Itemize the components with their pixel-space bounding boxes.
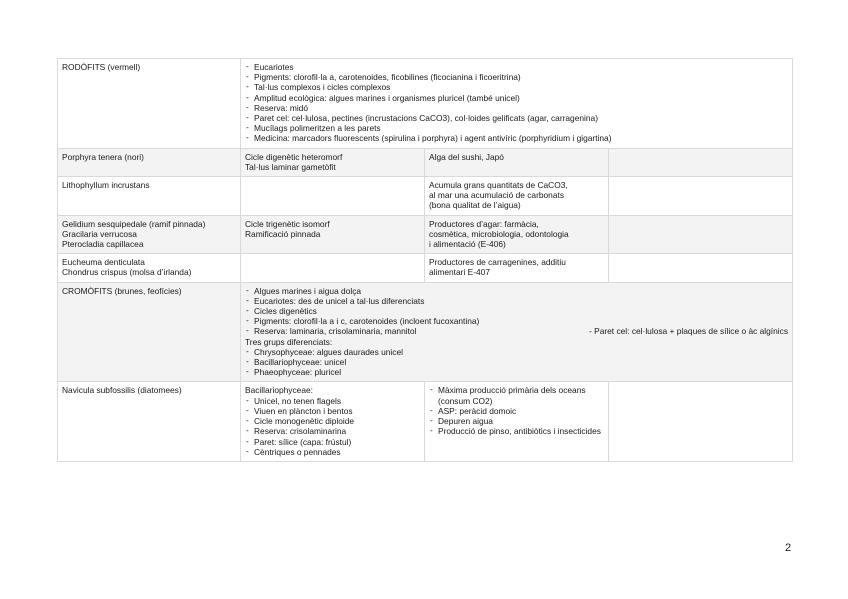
group-title: Bacillariophyceae: (245, 385, 313, 396)
empty-cell (609, 254, 793, 282)
list-item: - Cicles digenètics (245, 306, 788, 316)
group-description-cell (241, 282, 793, 382)
life-cycle-cell (241, 148, 425, 176)
group-name-cell (58, 59, 241, 149)
empty-cell (241, 177, 425, 216)
table-row-lithophyllum (58, 177, 793, 216)
list-item: - Pigments: clorofil·la a, carotenoides, ficobilines (ficocianina i ficoeritrina) (245, 72, 788, 82)
empty-cell (609, 177, 793, 216)
group-description-cell (241, 59, 793, 149)
empty-cell (609, 382, 793, 461)
list-item (245, 326, 788, 336)
groups-title: Tres grups diferenciats: (245, 336, 333, 347)
wall-text: - Paret cel: cel·lulosa + plaques de sílice o àc algínics (589, 326, 789, 337)
empty-cell (609, 148, 793, 176)
species-name: Lithophyllum incrustans (62, 180, 150, 191)
list-item: - Reserva: midó (245, 103, 788, 113)
text-line: Ramificació pinnada (245, 228, 321, 239)
list-item: - Unicel, no tenen flagels (245, 396, 420, 406)
list-item: - Mucílags polimeritzen a les parets (245, 123, 788, 133)
list-item: - Eucariotes (245, 62, 788, 72)
list-item: - Reserva: crisolaminarina (245, 426, 420, 436)
list-item: - Amplitud ecològica: algues marines i organismes pluricel (també unicel) (245, 93, 788, 103)
group-name: CROMÒFITS (brunes, feofícies) (62, 285, 182, 296)
table-row-gelidium (58, 215, 793, 254)
text-line: (bona qualitat de l’aigua) (429, 200, 521, 211)
species-name-cell (58, 177, 241, 216)
navicula-uses-list (429, 385, 604, 436)
table-row-navicula (58, 382, 793, 461)
list-item: - ASP: peràcid domoic (429, 406, 604, 416)
text-line: Productores de carragenines, additiu (429, 257, 566, 268)
text-line: Alga del sushi, Japó (429, 151, 504, 162)
list-item: - Depuren aigua (429, 416, 604, 426)
species-name: Chondrus crispus (molsa d’irlanda) (62, 267, 192, 278)
list-item: - Viuen en plàncton i bentos (245, 406, 420, 416)
use-cell (425, 254, 609, 282)
species-name: Pterocladia capillacea (62, 239, 144, 250)
list-item: - Medicina: marcadors fluorescents (spirulina i porphyra) i agent antivíric (porphyridium i gigartina) (245, 133, 788, 143)
table-row-eucheuma (58, 254, 793, 282)
species-name: Navicula subfossilis (diatomees) (62, 385, 182, 396)
text-line: Tal·lus laminar gametòfit (245, 161, 336, 172)
group-name-cell (58, 282, 241, 382)
species-name-cell (58, 215, 241, 254)
use-cell (425, 177, 609, 216)
species-name: Gelidium sesquipedale (ramif pinnada) (62, 218, 206, 229)
cromofits-groups-list (245, 347, 788, 378)
empty-cell (609, 215, 793, 254)
list-item: - Bacillariophyceae: unicel (245, 357, 788, 367)
list-item: - Paret: sílice (capa: frústul) (245, 437, 420, 447)
use-cell (425, 215, 609, 254)
text-line: cosmètica, microbiologia, odontologia (429, 228, 569, 239)
species-name: Eucheuma denticulata (62, 257, 145, 268)
list-item: - Phaeophyceae: pluricel (245, 367, 788, 377)
table-row-cromofits (58, 282, 793, 382)
empty-cell (241, 254, 425, 282)
text-line: al mar una acumulació de carbonats (429, 190, 565, 201)
species-name: Porphyra tenera (nori) (62, 151, 144, 162)
text-line: alimentari E-407 (429, 267, 490, 278)
traits-cell (241, 382, 425, 461)
use-cell (425, 382, 609, 461)
text-line: Cicle trigenètic isomorf (245, 218, 330, 229)
text-line: Cicle digenètic heteromorf (245, 151, 343, 162)
navicula-traits-list (245, 396, 420, 457)
list-item: - Màxima producció primària dels oceans (consum CO2) (429, 385, 604, 405)
list-item: - Algues marines i aigua dolça (245, 286, 788, 296)
list-item: - Producció de pinso, antibiòtics i insecticides (429, 426, 604, 436)
page-number: 2 (785, 542, 792, 554)
list-item: - Pigments: clorofil·la a i c, carotenoides (incloent fucoxantina) (245, 316, 788, 326)
list-item: - Eucariotes: des de unicel a tal·lus diferenciats (245, 296, 788, 306)
algae-table (57, 58, 793, 462)
use-cell (425, 148, 609, 176)
table-row-porphyra (58, 148, 793, 176)
text-line: Acumula grans quantitats de CaCO3, (429, 180, 568, 191)
life-cycle-cell (241, 215, 425, 254)
species-name-cell (58, 382, 241, 461)
rodofits-traits-list (245, 62, 788, 144)
reserve-text: - Reserva: laminaria, crisolaminaria, mannitol (254, 326, 417, 337)
table-row-rodofits (58, 59, 793, 149)
text-line: i alimentació (E-406) (429, 239, 506, 250)
species-name-cell (58, 148, 241, 176)
species-name-cell (58, 254, 241, 282)
list-item: - Chrysophyceae: algues daurades unicel (245, 347, 788, 357)
list-item: - Tal·lus complexos i cicles complexos (245, 82, 788, 92)
list-item: - Cicle monogenètic diploide (245, 416, 420, 426)
list-item: - Paret cel: cel·lulosa, pectines (incrustacions CaCO3), col·loides gelificats (agar, carragenina) (245, 113, 788, 123)
list-item: - Cèntriques o pennades (245, 447, 420, 457)
species-name: Gracilaria verrucosa (62, 228, 137, 239)
text-line: Productores d’agar: farmàcia, (429, 218, 539, 229)
cromofits-traits-list (245, 286, 788, 337)
group-name: RODÒFITS (vermell) (62, 62, 141, 72)
reserve-wall-line (254, 326, 788, 336)
